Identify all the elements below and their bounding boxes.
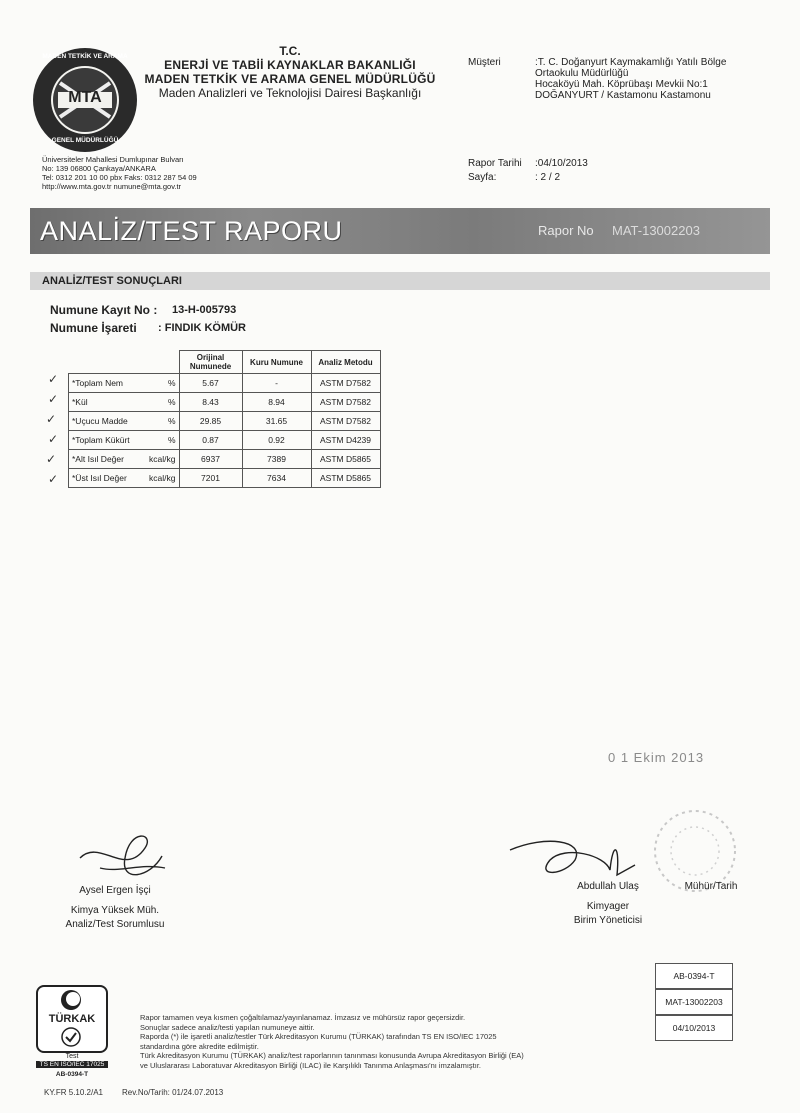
table-row: [69, 393, 381, 412]
param-unit: %: [167, 397, 176, 407]
footer-line: Raporda (*) ile işaretli analiz/testler Türk Akreditasyon Kurumu (TÜRKAK) tarafından TS EN ISO/IEC 17025: [140, 1032, 497, 1041]
table-header-dry: Kuru Numune: [242, 351, 311, 374]
results-section-header: [30, 272, 770, 290]
original-value-cell: 6937: [179, 450, 242, 469]
param-unit: %: [167, 435, 176, 445]
dry-value-cell: -: [242, 374, 311, 393]
dry-value-cell: 7634: [242, 469, 311, 488]
results-table: [68, 350, 381, 488]
sample-mark-label: Numune İşareti: [50, 321, 137, 335]
sample-reg-label: Numune Kayıt No :: [50, 303, 158, 317]
address-line: http://www.mta.gov.tr numune@mta.gov.tr: [42, 182, 182, 191]
address-line: Üniversiteler Mahallesi Dumlupınar Bulvarı: [42, 155, 184, 164]
method-cell: ASTM D5865: [311, 450, 380, 469]
param-unit: kcal/kg: [149, 473, 176, 483]
client-line: Hocaköyü Mah. Köprübaşı Mevkii No:1: [535, 79, 708, 90]
param-cell: [69, 374, 180, 393]
mta-logo: [30, 45, 140, 155]
results-section-title: ANALİZ/TEST SONUÇLARI: [42, 275, 182, 287]
header-ministry: ENERJİ VE TABİİ KAYNAKLAR BAKANLIĞI: [164, 58, 416, 72]
param-cell: [69, 431, 180, 450]
param-unit: %: [167, 378, 176, 388]
report-no-box: MAT-13002203: [655, 989, 733, 1015]
logo-ring-bottom: GENEL MÜDÜRLÜĞÜ: [51, 137, 119, 144]
address-line: No: 139 06800 Çankaya/ANKARA: [42, 164, 156, 173]
table-row: [69, 374, 381, 393]
turkak-standard-label: TS EN ISO/IEC 17025: [36, 1061, 108, 1068]
signature-left-role: Analiz/Test Sorumlusu: [65, 919, 165, 930]
param-name: *Alt Isıl Değer: [72, 454, 124, 464]
signature-right-name: Abdullah Ulaş: [577, 881, 639, 892]
table-row: [69, 412, 381, 431]
header-block: [130, 44, 450, 100]
footer-line: standardına göre akredite edilmiştir.: [140, 1041, 259, 1051]
check-mark-icon: ✓: [46, 412, 57, 426]
param-name: *Toplam Kükürt: [72, 435, 130, 445]
header-directorate: MADEN TETKİK VE ARAMA GENEL MÜDÜRLÜĞÜ: [144, 72, 436, 86]
revision-info: Rev.No/Tarih: 01/24.07.2013: [122, 1088, 224, 1097]
original-value-cell: 7201: [179, 469, 242, 488]
table-row: [69, 431, 381, 450]
client-line: Ortaokulu Müdürlüğü: [535, 68, 629, 79]
accreditation-code-box: AB-0394-T: [655, 963, 733, 989]
method-cell: ASTM D7582: [311, 412, 380, 431]
report-page-label: Sayfa:: [468, 172, 497, 183]
turkak-test-label: Test: [65, 1053, 79, 1060]
param-cell: [69, 450, 180, 469]
param-name: *Uçucu Madde: [72, 416, 128, 426]
address-line: Tel: 0312 201 10 00 pbx Faks: 0312 287 54 09: [42, 173, 197, 182]
client-line: :T. C. Doğanyurt Kaymakamlığı Yatılı Bölge: [535, 57, 727, 68]
received-date-stamp: 0 1 Ekim 2013: [608, 750, 705, 765]
param-name: *Toplam Nem: [72, 378, 124, 388]
footer-line: Türk Akreditasyon Kurumu (TÜRKAK) analiz/test raporlarının tanınması konusunda Avrupa Akreditasyon Birliği (EA): [140, 1051, 524, 1060]
logo-center-text: MTA: [68, 89, 102, 106]
table-row: [69, 469, 381, 488]
turkak-crescent-icon: [60, 989, 82, 1011]
client-line: DOĞANYURT / Kastamonu Kastamonu: [535, 90, 711, 101]
turkak-check-icon: [60, 1027, 82, 1047]
original-value-cell: 5.67: [179, 374, 242, 393]
report-date-box: 04/10/2013: [655, 1015, 733, 1041]
original-value-cell: 29.85: [179, 412, 242, 431]
sample-reg-value: 13-H-005793: [172, 304, 237, 316]
param-cell: [69, 412, 180, 431]
turkak-logo: [36, 985, 106, 1083]
param-cell: [69, 393, 180, 412]
param-cell: [69, 469, 180, 488]
param-name: *Kül: [72, 397, 88, 407]
report-no-label: Rapor No: [538, 223, 594, 238]
dry-value-cell: 8.94: [242, 393, 311, 412]
seal-date-label: Mühür/Tarih: [684, 881, 738, 892]
original-value-cell: 8.43: [179, 393, 242, 412]
report-date-value: :04/10/2013: [535, 158, 588, 169]
turkak-name: TÜRKAK: [48, 1013, 96, 1025]
original-value-cell: 0.87: [179, 431, 242, 450]
method-cell: ASTM D7582: [311, 393, 380, 412]
check-mark-icon: ✓: [48, 392, 59, 406]
logo-ring-top: MADEN TETKİK VE ARAMA: [42, 53, 128, 60]
check-mark-icon: ✓: [48, 472, 59, 486]
dry-value-cell: 7389: [242, 450, 311, 469]
param-unit: kcal/kg: [149, 454, 176, 464]
sample-mark-value: : FINDIK KÖMÜR: [158, 322, 246, 334]
method-cell: ASTM D4239: [311, 431, 380, 450]
report-no-value: MAT-13002203: [612, 223, 700, 238]
method-cell: ASTM D5865: [311, 469, 380, 488]
table-header-row: [69, 351, 381, 374]
footer-line: ve Uluslararası Laboratuvar Akreditasyon Birliği (ILAC) ile Karşılıklı Tanınma Anlaşması'nı imzalamıştır.: [140, 1060, 482, 1070]
report-page-value: : 2 / 2: [535, 172, 561, 183]
table-header-original: Orijinal Numunede: [179, 351, 242, 374]
check-mark-icon: ✓: [48, 432, 59, 446]
report-date-label: Rapor Tarihi: [468, 158, 522, 169]
table-header-blank: [69, 351, 180, 374]
table-row: [69, 450, 381, 469]
footer-notes: [140, 1013, 524, 1070]
dry-value-cell: 0.92: [242, 431, 311, 450]
param-unit: %: [167, 416, 176, 426]
check-mark-icon: ✓: [46, 452, 57, 466]
table-header-method: Analiz Metodu: [311, 351, 380, 374]
client-label: Müşteri: [468, 57, 501, 68]
check-mark-icon: ✓: [48, 372, 59, 386]
client-block: [535, 57, 726, 101]
footer-line: Rapor tamamen veya kısmen çoğaltılamaz/yayınlanamaz. İmzasız ve mühürsüz rapor geçersizdir.: [140, 1013, 466, 1022]
header-department: Maden Analizleri ve Teknolojisi Dairesi Başkanlığı: [158, 86, 422, 100]
footer-line: Sonuçlar sadece analiz/testi yapılan numuneye aittir.: [140, 1022, 315, 1032]
signature-right-role: Birim Yöneticisi: [573, 915, 643, 926]
header-tc: T.C.: [279, 44, 301, 58]
turkak-code-label: AB-0394-T: [55, 1071, 89, 1078]
param-name: *Üst Isıl Değer: [72, 473, 127, 483]
report-title: ANALİZ/TEST RAPORU: [40, 216, 343, 246]
signature-left-name: Aysel Ergen İşçi: [79, 885, 151, 896]
form-code: KY.FR 5.10.2/A1: [44, 1088, 103, 1097]
signature-right-title: Kimyager: [586, 901, 630, 912]
signature-left-title: Kimya Yüksek Müh.: [70, 905, 160, 916]
address-block: [42, 155, 197, 191]
method-cell: ASTM D7582: [311, 374, 380, 393]
signature-left-icon: [70, 818, 170, 888]
dry-value-cell: 31.65: [242, 412, 311, 431]
report-banner: [30, 208, 770, 254]
